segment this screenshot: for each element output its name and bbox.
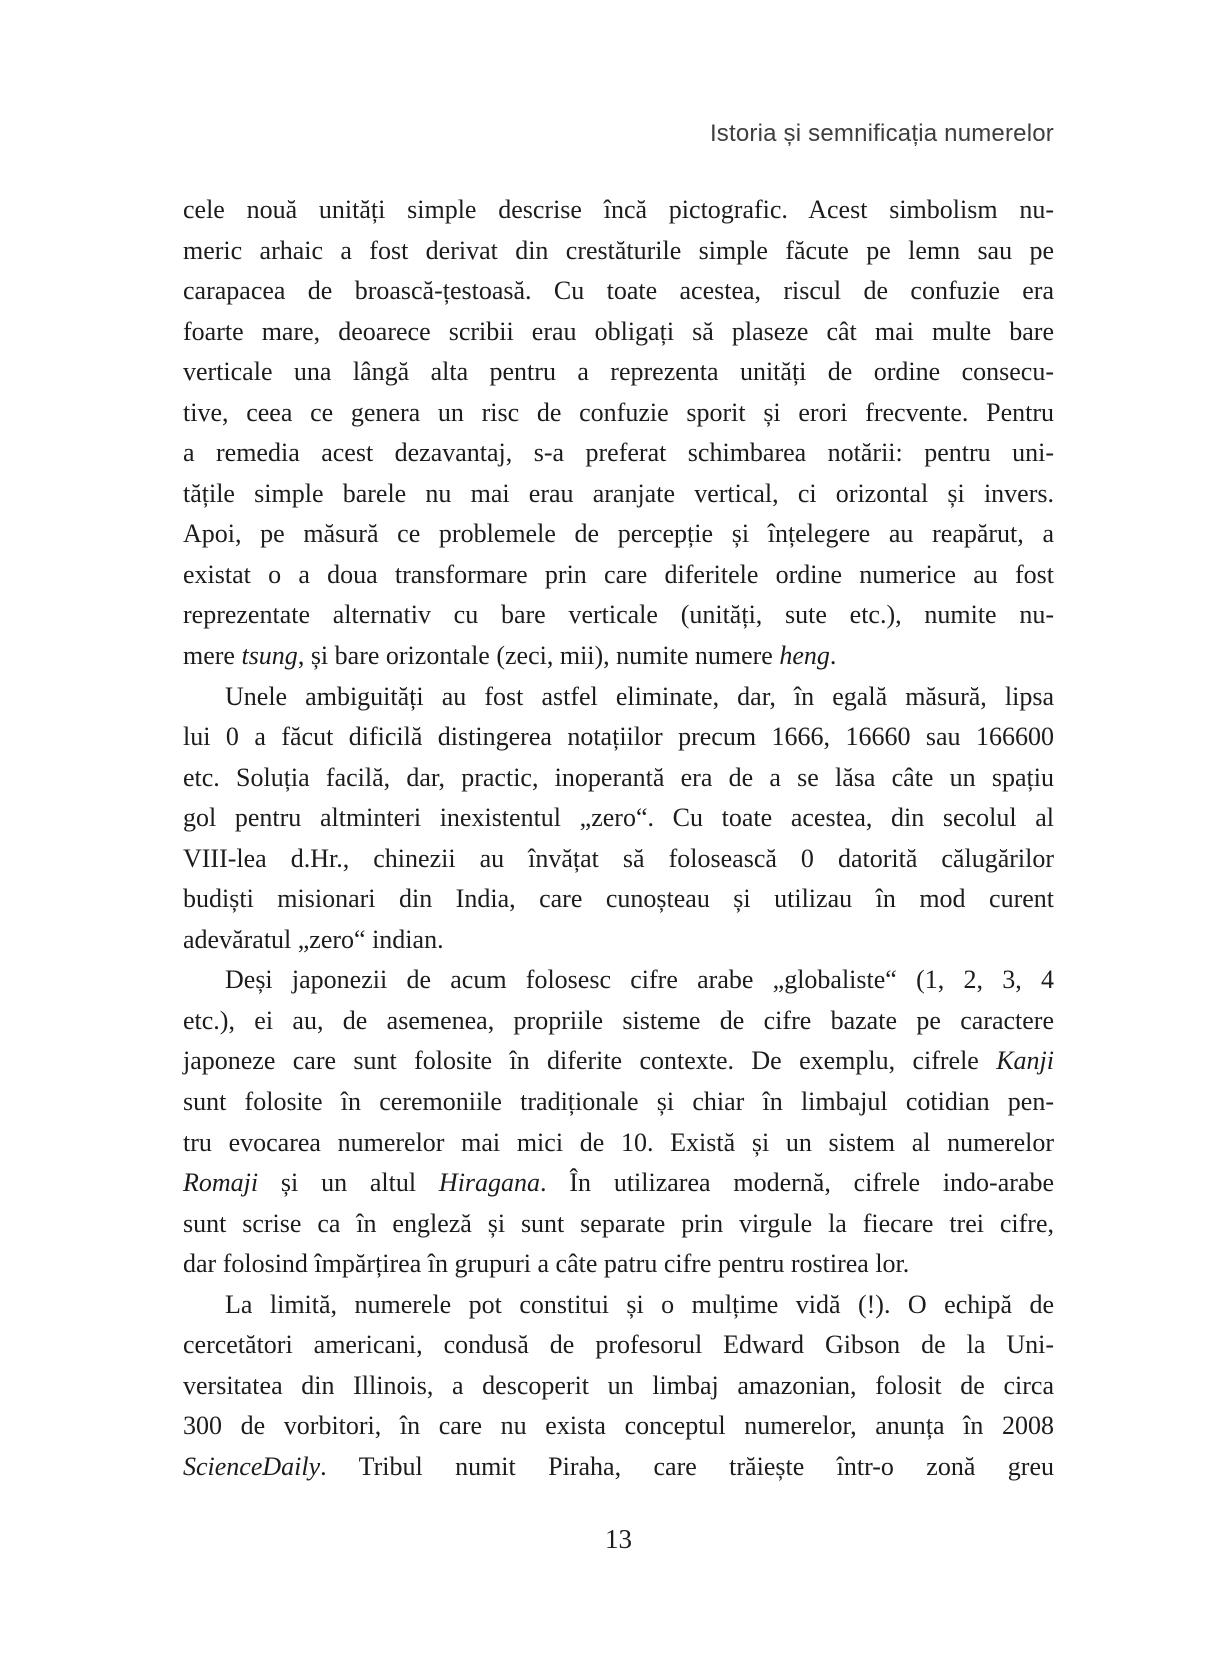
body-text: [183, 190, 1054, 1488]
text-line: [183, 1163, 1054, 1204]
text-segment: etc. Soluția facilă, dar, practic, inoperantă era de a se lăsa câte un spațiu: [183, 762, 1054, 792]
italic-term: Hiragana: [438, 1168, 541, 1198]
text-line: [183, 433, 1054, 474]
text-segment: existat o a doua transformare prin care diferitele ordine numerice au fost: [183, 559, 1054, 589]
italic-term: Romaji: [183, 1168, 259, 1198]
text-segment: carapacea de broască-țestoasă. Cu toate acestea, riscul de confuzie era: [183, 276, 1054, 306]
text-segment: tive, ceea ce genera un risc de confuzie sporit și erori frecvente. Pentru: [183, 397, 1054, 427]
text-segment: gol pentru altminteri inexistentul „zero“. Cu toate acestea, din secolul al: [183, 803, 1054, 833]
text-line: [183, 1285, 1054, 1326]
text-segment: sunt folosite în ceremoniile tradiționale și chiar în limbajul cotidian pen-: [183, 1087, 1054, 1117]
text-segment: a remedia acest dezavantaj, s-a preferat schimbarea notării: pentru uni-: [183, 438, 1054, 468]
text-line: [183, 474, 1054, 515]
text-segment: .: [829, 641, 837, 671]
page-number: 13: [605, 1524, 632, 1554]
text-segment: cele nouă unități simple descrise încă pictografic. Acest simbolism nu-: [183, 195, 1054, 224]
text-segment: japoneze care sunt folosite în diferite contexte. De exemplu, cifrele: [183, 1046, 997, 1076]
text-segment: VIII-lea d.Hr., chinezii au învățat să folosească 0 datorită călugărilor: [183, 843, 1054, 873]
text-segment: adevăratul „zero“ indian.: [183, 924, 444, 954]
text-line: [183, 758, 1054, 799]
text-segment: versitatea din Illinois, a descoperit un limbaj amazonian, folosit de circa: [183, 1370, 1054, 1400]
text-line: [183, 1447, 1054, 1488]
italic-term: tsung: [241, 641, 298, 671]
text-segment: tățile simple barele nu mai erau aranjate vertical, ci orizontal și invers.: [183, 478, 1054, 508]
text-segment: foarte mare, deoarece scribii erau obligați să plaseze cât mai multe bare: [183, 316, 1054, 346]
text-line: [183, 555, 1054, 596]
text-segment: lui 0 a făcut dificilă distingerea notațiilor precum 1666, 16660 sau 166600: [183, 722, 1054, 752]
text-segment: La limită, numerele pot constitui și o mulțime vidă (!). O echipă de: [225, 1289, 1054, 1319]
text-segment: verticale una lângă alta pentru a reprezenta unități de ordine consecu-: [183, 357, 1054, 387]
text-segment: Unele ambiguități au fost astfel eliminate, dar, în egală măsură, lipsa: [225, 681, 1054, 711]
text-segment: 300 de vorbitori, în care nu exista conceptul numerelor, anunța în 2008: [183, 1411, 1054, 1441]
text-line: [183, 595, 1054, 636]
text-line: [183, 1204, 1054, 1245]
text-line: [183, 1041, 1054, 1082]
text-line: [183, 677, 1054, 718]
text-line: [183, 1366, 1054, 1407]
text-segment: . Tribul numit Piraha, care trăiește într-o zonă greu: [320, 1451, 1054, 1481]
text-segment: dar folosind împărțirea în grupuri a câte patru cifre pentru rostirea lor.: [183, 1249, 910, 1279]
italic-term: ScienceDaily: [183, 1451, 321, 1481]
text-segment: mere: [183, 641, 242, 671]
text-segment: , și bare orizontale (zeci, mii), numite numere: [297, 641, 780, 671]
italic-term: heng: [779, 641, 830, 671]
text-line: [183, 1325, 1054, 1366]
text-line: [183, 271, 1054, 312]
text-segment: sunt scrise ca în engleză și sunt separate prin virgule la fiecare trei cifre,: [183, 1208, 1054, 1238]
text-line: [183, 1082, 1054, 1123]
text-line: [183, 960, 1054, 1001]
text-segment: reprezentate alternativ cu bare verticale (unități, sute etc.), numite nu-: [183, 600, 1054, 630]
text-line: [183, 920, 1054, 961]
text-segment: etc.), ei au, de asemenea, propriile sisteme de cifre bazate pe caractere: [183, 1005, 1054, 1035]
text-segment: meric arhaic a fost derivat din crestăturile simple făcute pe lemn sau pe: [183, 235, 1054, 265]
text-line: [183, 312, 1054, 353]
text-line: [183, 393, 1054, 434]
text-line: [183, 1123, 1054, 1164]
text-line: [183, 1244, 1054, 1285]
text-segment: și un altul: [258, 1168, 439, 1198]
text-segment: Apoi, pe măsură ce problemele de percepție și înțelegere au reapărut, a: [183, 519, 1054, 549]
text-line: [183, 1001, 1054, 1042]
text-segment: . În utilizarea modernă, cifrele indo-arabe: [540, 1168, 1054, 1198]
text-line: [183, 514, 1054, 555]
text-line: [183, 352, 1054, 393]
text-line: [183, 231, 1054, 272]
text-segment: Deși japonezii de acum folosesc cifre arabe „globaliste“ (1, 2, 3, 4: [225, 965, 1054, 995]
text-line: [183, 1406, 1054, 1447]
text-line: [183, 839, 1054, 880]
italic-term: Kanji: [996, 1046, 1054, 1076]
text-line: [183, 190, 1054, 231]
text-segment: tru evocarea numerelor mai mici de 10. Există și un sistem al numerelor: [183, 1127, 1054, 1157]
text-segment: cercetători americani, condusă de profesorul Edward Gibson de la Uni-: [183, 1330, 1054, 1360]
text-line: [183, 717, 1054, 758]
text-line: [183, 636, 1054, 677]
text-line: [183, 879, 1054, 920]
text-line: [183, 798, 1054, 839]
running-header: Istoria și semnificația numerelor: [709, 120, 1054, 147]
text-segment: budiști misionari din India, care cunoșteau și utilizau în mod curent: [183, 884, 1054, 914]
